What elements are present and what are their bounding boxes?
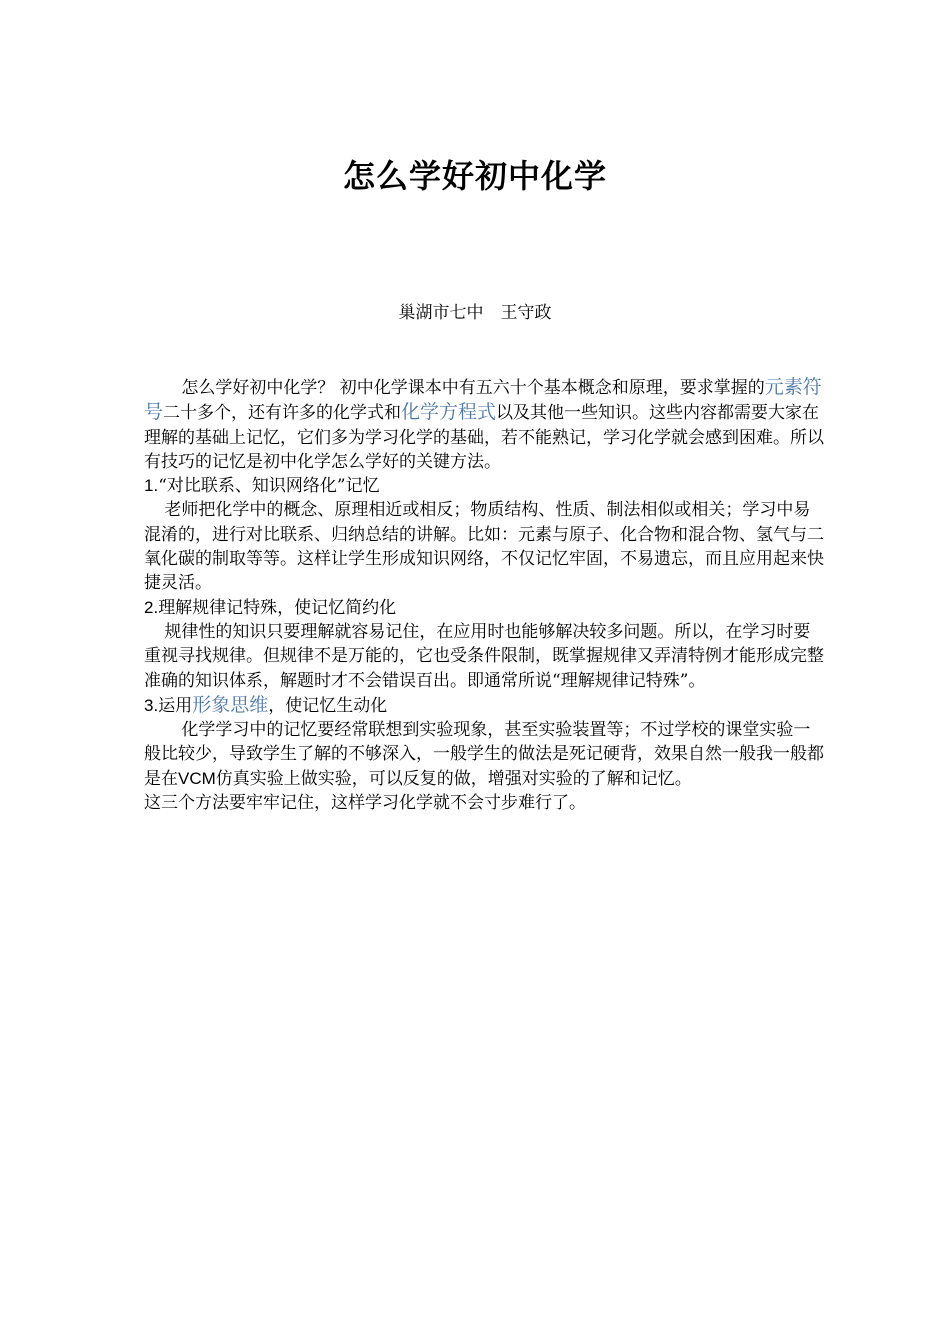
page-title: 怎么学好初中化学	[342, 157, 607, 195]
conclusion-paragraph: 这三个方法要牢牢记住，这样学习化学就不会寸步难行了。	[144, 793, 586, 814]
section-1-body: 老师把化学中的概念、原理相近或相反；物质结构、性质、制法相似或相关；学习中易混淆的，进行对比联系、归纳总结的讲解。比如：元素与原子、化合物和混合物、氢气与二氧化碳的制取等等。这样让学生形成知识网络，不仅记忆牢固，不易遗忘，而且应用起来快捷灵活。	[144, 500, 824, 594]
link-chemical-equations[interactable]: 化学方程式	[401, 401, 497, 424]
section-2-number: 2.	[144, 597, 159, 617]
intro-text-3: 以及其他一些知识。这些内容都需要大家在理解的基础上记忆，它们多为学习化学的基础，若不能熟记，学习化学就会感到困难。所以有技巧的记忆是初中化学怎么学好的关键方法。	[144, 403, 824, 472]
section-1-title: “对比联系、知识网络化”记忆	[158, 476, 380, 497]
section-2-heading	[144, 596, 824, 620]
section-3-title-pre: 运用	[158, 695, 193, 716]
section-3-body-text-1: 化学学习中的记忆要经常联想到实验现象，甚至实验装置等；不过学校的课堂实验一般比较少，导致学生了解的不够深入，一般学生的做法是死记硬背，效果自然一般我一般都是在	[144, 720, 824, 789]
section-3-number: 3.	[144, 695, 159, 715]
link-element-symbols[interactable]: 元素符号	[144, 376, 822, 424]
intro-text-1: 怎么学好初中化学？ 初中化学课本中有五六十个基本概念和原理，要求掌握的	[181, 378, 765, 398]
section-3-heading	[144, 693, 824, 718]
vcm-term: VCM	[178, 768, 216, 788]
section-3-body	[144, 718, 824, 791]
section-1-heading	[144, 474, 824, 498]
author-line: 巢湖市七中 王守政	[398, 303, 552, 323]
article-body	[144, 375, 824, 815]
intro-paragraph	[144, 375, 824, 474]
link-image-thinking[interactable]: 形象思维	[192, 693, 269, 716]
section-1-number: 1.	[144, 476, 159, 496]
section-2-body: 规律性的知识只要理解就容易记住，在应用时也能够解决较多问题。所以，在学习时要重视寻找规律。但规律不是万能的，它也受条件限制，既掌握规律又弄清特例才能形成完整准确的知识体系，解题时才不会错误百出。即通常所说“理解规律记特殊”。	[144, 621, 824, 691]
intro-text-2: 二十多个，还有许多的化学式和	[163, 403, 402, 424]
section-2-title: 理解规律记特殊，使记忆简约化	[158, 597, 397, 618]
section-3-body-text-2: 仿真实验上做实验，可以反复的做，增强对实验的了解和记忆。	[215, 768, 692, 789]
section-3-title-post: ，使记忆生动化	[268, 695, 388, 716]
